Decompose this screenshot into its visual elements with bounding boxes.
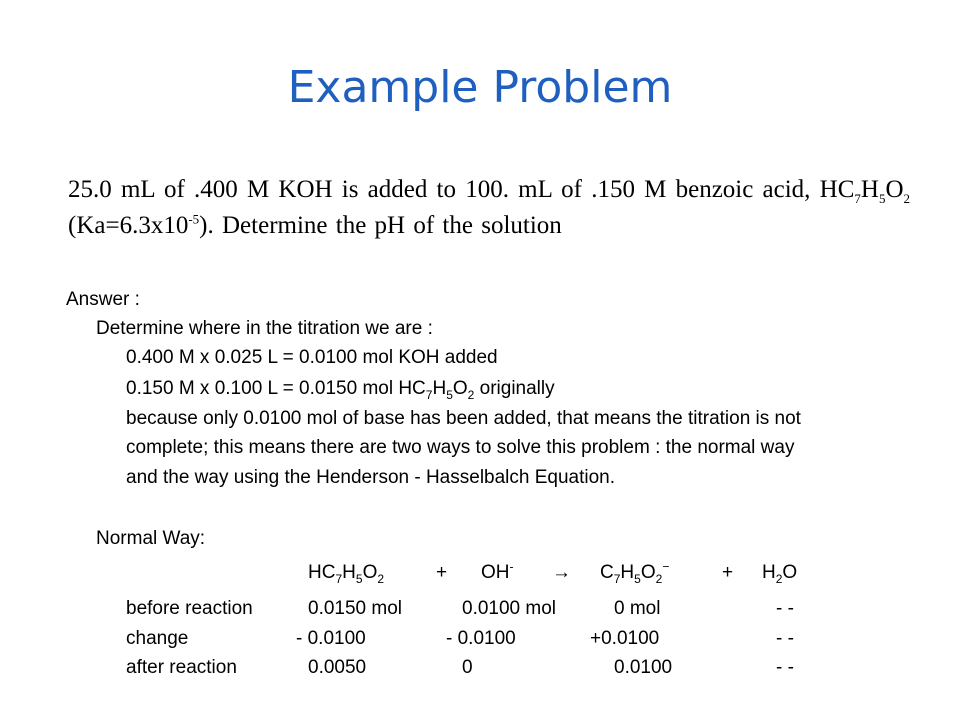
reaction-water: $H_2O$ bbox=[762, 562, 798, 586]
cell-before-oh: 0.0100 mol bbox=[462, 598, 557, 619]
cell-before-acid: 0.0150 mol bbox=[308, 598, 403, 619]
reaction-arrow: → bbox=[552, 562, 571, 583]
cell-after-base: 0.0100 bbox=[614, 657, 673, 678]
cell-after-acid: 0.0050 bbox=[308, 657, 367, 678]
cell-change-oh: - 0.0100 bbox=[446, 628, 516, 649]
answer-heading: Answer : bbox=[66, 289, 140, 310]
reaction-benzoate: $C_7H_5O_2^-$ bbox=[600, 559, 670, 586]
cell-after-water: - - bbox=[776, 657, 794, 678]
cell-before-water: - - bbox=[776, 598, 794, 619]
answer-koh-line: 0.400 M x 0.025 L = 0.0100 mol KOH added bbox=[126, 347, 498, 368]
answer-explanation-line-1: because only 0.0100 mol of base has been added, that means the titration is not bbox=[126, 408, 801, 429]
row-label-change: change bbox=[126, 628, 189, 649]
cell-change-acid: - 0.0100 bbox=[296, 628, 366, 649]
answer-determine-line: Determine where in the titration we are : bbox=[96, 318, 433, 339]
reaction-plus-2: + bbox=[722, 562, 734, 583]
cell-change-water: - - bbox=[776, 628, 794, 649]
normal-way-heading: Normal Way: bbox=[96, 528, 206, 549]
cell-after-oh: 0 bbox=[462, 657, 473, 678]
answer-explanation-line-3: and the way using the Henderson - Hasselbalch Equation. bbox=[126, 467, 616, 488]
row-label-after: after reaction bbox=[126, 657, 237, 678]
problem-statement: 25.0 mL of .400 M KOH is added to 100. mL of .150 M benzoic acid, $HC_7H_5O_2$ $(Ka=6.3x10^{-5})$. Determine the pH of the solution bbox=[68, 176, 910, 239]
cell-change-base: +0.0100 bbox=[590, 628, 660, 649]
reaction-plus-1: + bbox=[436, 562, 448, 583]
cell-before-base: 0 mol bbox=[614, 598, 661, 619]
row-label-before: before reaction bbox=[126, 598, 253, 619]
slide-title: Example Problem bbox=[287, 62, 673, 113]
answer-explanation-line-2: complete; this means there are two ways to solve this problem : the normal way bbox=[126, 437, 795, 458]
answer-acid-line: 0.150 M x 0.100 L = 0.0150 mol $HC_7H_5O_2$ originally bbox=[126, 378, 555, 402]
reaction-acid: $HC_7H_5O_2$ bbox=[308, 562, 385, 586]
reaction-hydroxide: OH- bbox=[481, 559, 514, 583]
